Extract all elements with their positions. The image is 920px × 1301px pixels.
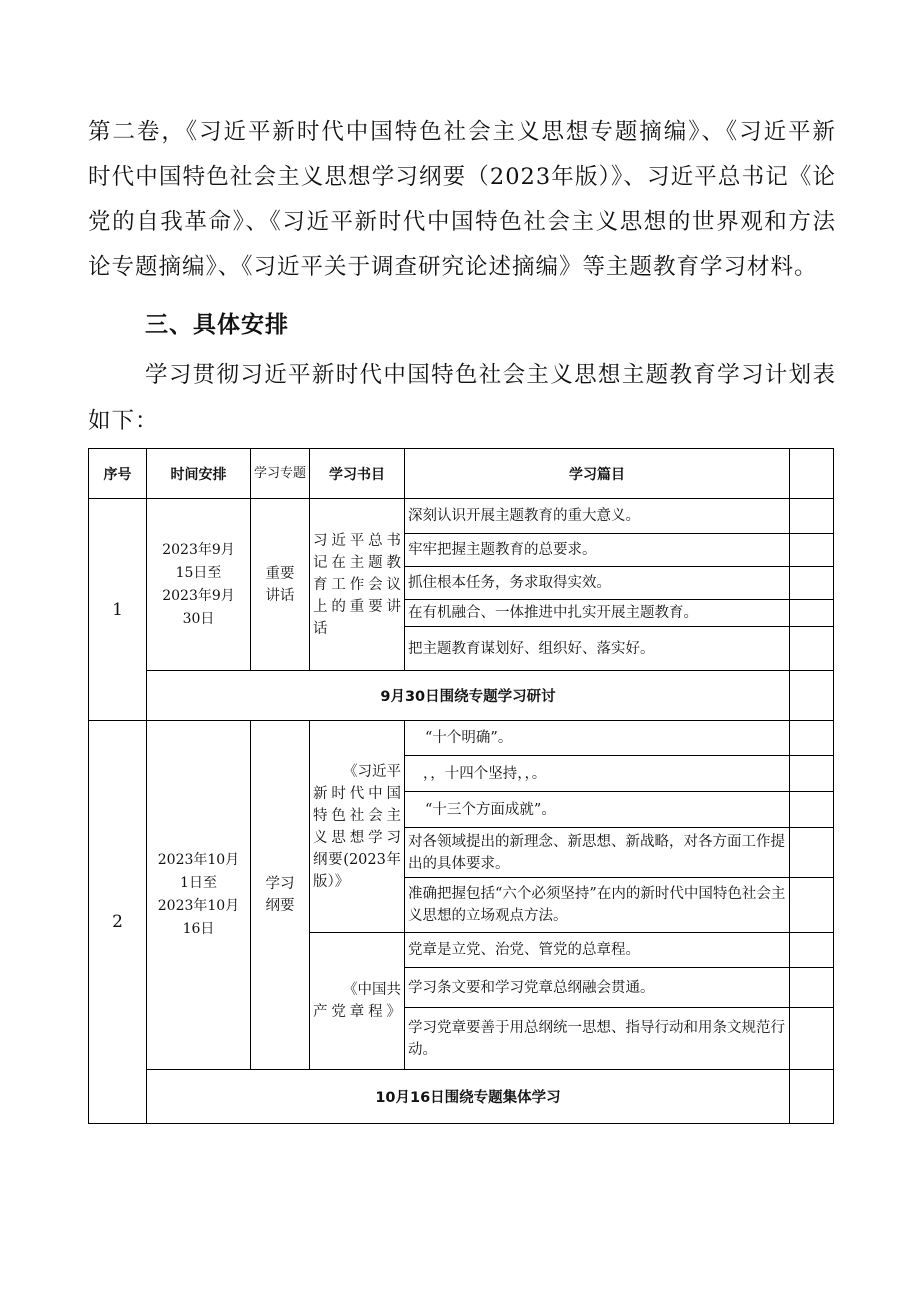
book-title — [310, 721, 405, 933]
study-item: 牢牢把握主题教育的总要求。 — [405, 534, 790, 567]
extra-cell — [790, 878, 834, 933]
table-summary-row — [89, 671, 834, 721]
intro-line: 论专题摘编》、《习近平关于调查研究论述摘编》等主题教育学习材料。 — [88, 254, 818, 280]
book-line: 记在主题教 — [313, 554, 401, 571]
book-line: 新时代中国 — [313, 785, 401, 802]
time-line: 15日至 — [175, 564, 222, 581]
time-line: 2023年10月 — [157, 898, 240, 914]
header-book: 学习书目 — [310, 449, 405, 499]
extra-cell — [790, 721, 834, 756]
table-row — [89, 721, 834, 756]
topic-line: 纲要 — [265, 898, 295, 914]
study-item: 抓住根本任务，务求取得实效。 — [405, 567, 790, 600]
study-item: 党章是立党、治党、管党的总章程。 — [405, 933, 790, 968]
study-item: 深刻认识开展主题教育的重大意义。 — [405, 499, 790, 534]
study-plan-table — [88, 448, 834, 1124]
book-line: 版）》 — [313, 873, 350, 890]
plan-intro: 学习贯彻习近平新时代中国特色社会主义思想主题教育学习计划表如下： — [88, 362, 836, 434]
group-summary: 10月16日围绕专题集体学习 — [147, 1070, 790, 1124]
study-item: 对各领域提出的新理念、新思想、新战略，对各方面工作提出的具体要求。 — [405, 828, 790, 878]
time-line: 2023年9月 — [162, 541, 235, 558]
topic-line: 学习 — [265, 876, 295, 892]
study-item: “十三个方面成就”。 — [405, 792, 790, 828]
book-line: 产党章程》 — [313, 1004, 401, 1020]
extra-cell — [790, 1070, 834, 1124]
group-time — [147, 721, 251, 1070]
header-time: 时间安排 — [147, 449, 251, 499]
extra-cell — [790, 499, 834, 534]
extra-cell — [790, 627, 834, 671]
section-heading: 三、具体安排 — [145, 312, 289, 338]
extra-cell — [790, 756, 834, 792]
extra-cell — [790, 968, 834, 1008]
header-topic: 学习专题 — [251, 449, 310, 499]
book-title — [310, 499, 405, 671]
table-summary-row — [89, 1070, 834, 1124]
book-line: 义思想学习 — [313, 829, 401, 846]
book-line: 育工作会议 — [313, 576, 401, 593]
header-items: 学习篇目 — [405, 449, 790, 499]
extra-cell — [790, 828, 834, 878]
group-topic — [251, 499, 310, 671]
time-line: 16日 — [182, 921, 215, 937]
book-line: 《中国共 — [343, 982, 401, 998]
book-title — [310, 933, 405, 1070]
intro-paragraph — [88, 110, 836, 290]
study-item: 在有机融合、一体推进中扎实开展主题教育。 — [405, 600, 790, 627]
book-line: 上的重要讲 — [313, 598, 401, 615]
book-line: 特色社会主 — [313, 807, 401, 824]
header-extra — [790, 449, 834, 499]
group-seq: 2 — [89, 721, 147, 1124]
extra-cell — [790, 1008, 834, 1070]
time-line: 30日 — [182, 610, 215, 627]
study-item: 学习党章要善于用总纲统一思想、指导行动和用条文规范行动。 — [405, 1008, 790, 1070]
table-header-row — [89, 449, 834, 499]
extra-cell — [790, 671, 834, 721]
group-time — [147, 499, 251, 671]
study-item: 准确把握包括“六个必须坚持”在内的新时代中国特色社会主义思想的立场观点方法。 — [405, 878, 790, 933]
table-row — [89, 499, 834, 534]
extra-cell — [790, 600, 834, 627]
time-line: 2023年10月 — [157, 852, 240, 868]
intro-line: 时代中国特色社会主义思想学习纲要（2023年版）》、习近平总书记《论 — [88, 164, 836, 190]
extra-cell — [790, 792, 834, 828]
time-line: 1日至 — [180, 875, 217, 891]
group-topic — [251, 721, 310, 1070]
extra-cell — [790, 567, 834, 600]
study-item: 把主题教育谋划好、组织好、落实好。 — [405, 627, 790, 671]
header-seq: 序号 — [89, 449, 147, 499]
time-line: 2023年9月 — [162, 587, 235, 604]
topic-line: 重要 — [265, 565, 295, 582]
group-summary: 9月30日围绕专题学习研讨 — [147, 671, 790, 721]
intro-line: 党的自我革命》、《习近平新时代中国特色社会主义思想的世界观和方法 — [88, 209, 836, 235]
book-line: 话 — [313, 620, 328, 637]
extra-cell — [790, 534, 834, 567]
book-line: 《习近平 — [343, 763, 401, 780]
study-item: ，，十四个坚持，，。 — [405, 756, 790, 792]
group-seq: 1 — [89, 499, 147, 721]
topic-line: 讲话 — [265, 587, 295, 604]
study-item: 学习条文要和学习党章总纲融会贯通。 — [405, 968, 790, 1008]
intro-line: 第二卷，《习近平新时代中国特色社会主义思想专题摘编》、《习近平新 — [88, 119, 836, 145]
study-item: “十个明确”。 — [405, 721, 790, 756]
book-line: 习近平总书 — [313, 532, 401, 549]
book-line: 纲要(2023年 — [313, 851, 401, 868]
extra-cell — [790, 933, 834, 968]
